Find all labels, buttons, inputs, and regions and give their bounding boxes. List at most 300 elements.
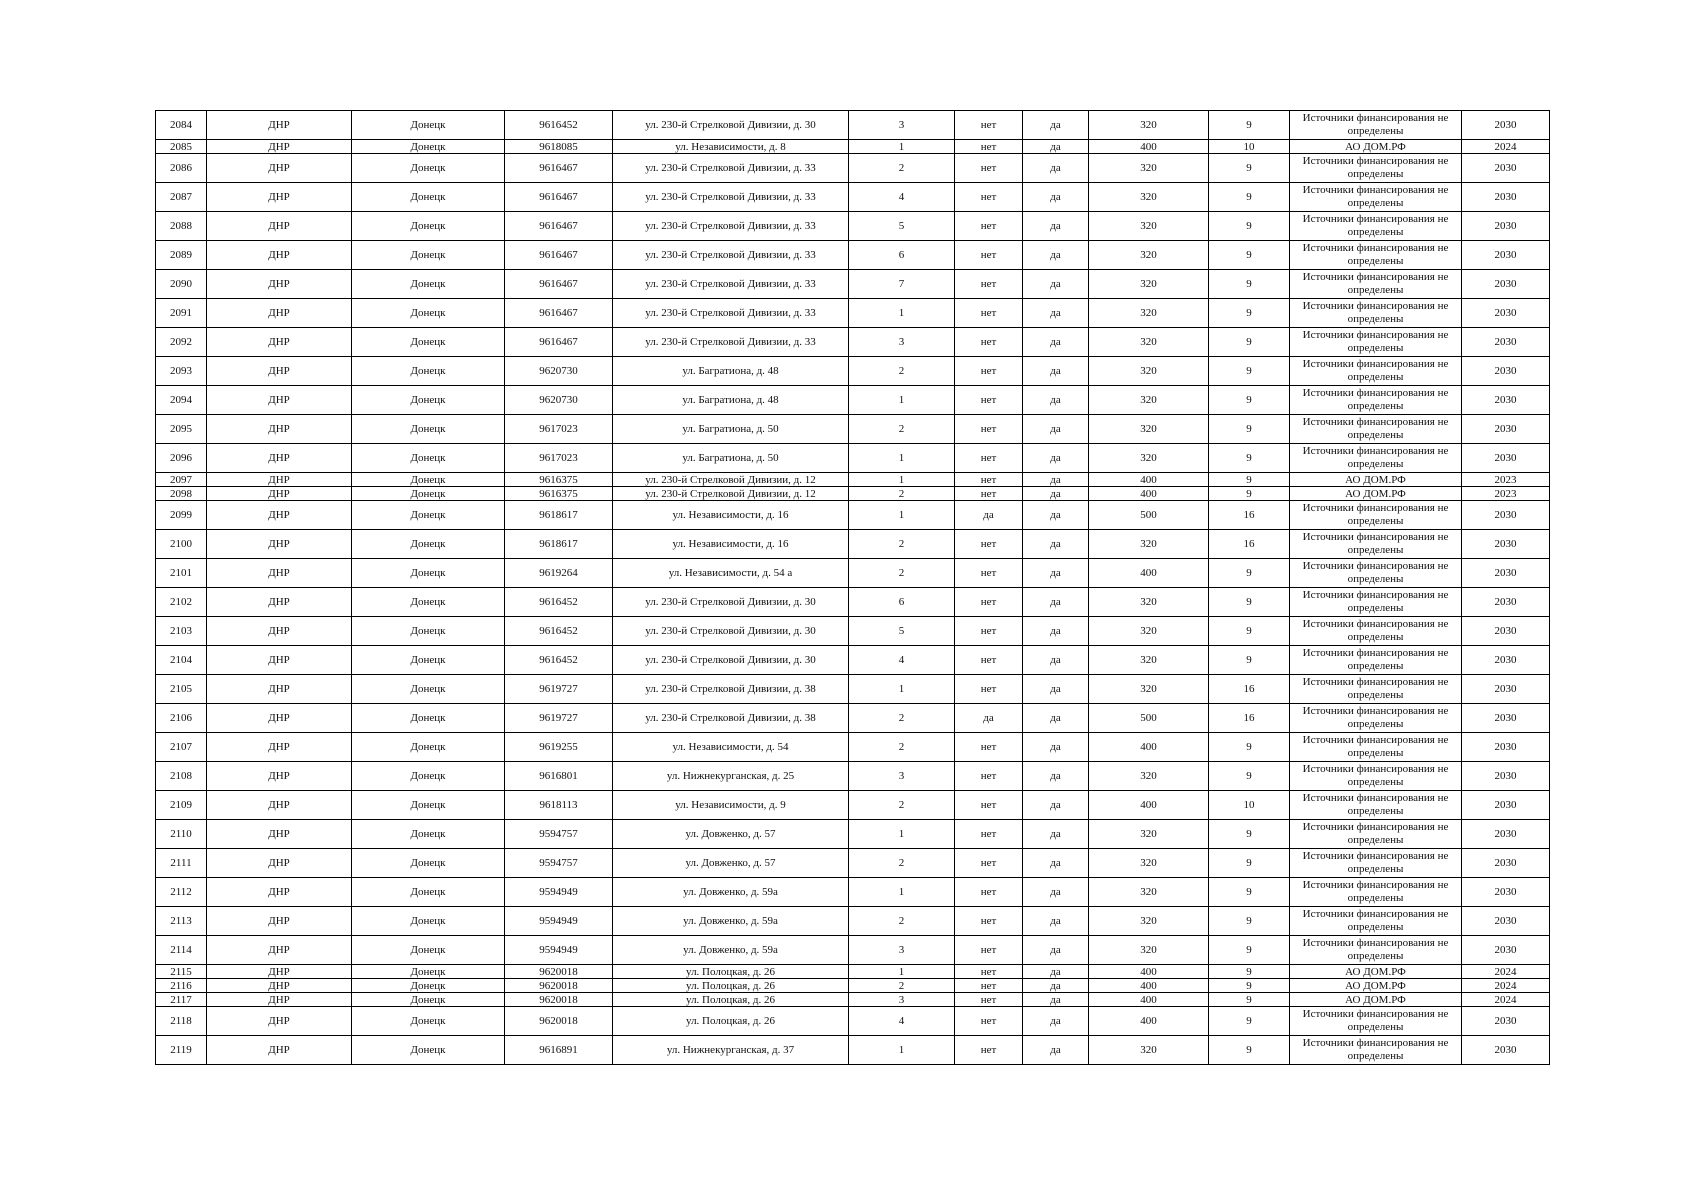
row-number-cell: 2084 <box>156 111 207 140</box>
year-cell: 2030 <box>1462 704 1550 733</box>
flag-cell-b: да <box>1023 878 1089 907</box>
table-row <box>156 762 1550 791</box>
funding-source-cell: Источники финансирования не определены <box>1290 111 1462 140</box>
entrance-cell: 2 <box>849 704 955 733</box>
city-cell: Донецк <box>352 675 505 704</box>
region-cell: ДНР <box>207 1007 352 1036</box>
city-cell: Донецк <box>352 154 505 183</box>
building-id-cell: 9620730 <box>505 357 613 386</box>
table-row <box>156 704 1550 733</box>
funding-source-cell: Источники финансирования не определены <box>1290 530 1462 559</box>
flag-cell-a: нет <box>955 386 1023 415</box>
year-cell: 2030 <box>1462 878 1550 907</box>
row-number-cell: 2105 <box>156 675 207 704</box>
entrance-cell: 1 <box>849 1036 955 1065</box>
funding-source-cell: Источники финансирования не определены <box>1290 328 1462 357</box>
entrance-cell: 2 <box>849 530 955 559</box>
row-number-cell: 2094 <box>156 386 207 415</box>
region-cell: ДНР <box>207 791 352 820</box>
flag-cell-b: да <box>1023 530 1089 559</box>
table-row <box>156 111 1550 140</box>
floors-cell: 9 <box>1209 154 1290 183</box>
city-cell: Донецк <box>352 993 505 1007</box>
funding-source-cell: Источники финансирования не определены <box>1290 357 1462 386</box>
year-cell: 2030 <box>1462 675 1550 704</box>
address-cell: ул. Довженко, д. 59а <box>613 936 849 965</box>
year-cell: 2030 <box>1462 646 1550 675</box>
year-cell: 2030 <box>1462 762 1550 791</box>
flag-cell-a: нет <box>955 415 1023 444</box>
flag-cell-b: да <box>1023 241 1089 270</box>
row-number-cell: 2089 <box>156 241 207 270</box>
building-id-cell: 9616467 <box>505 328 613 357</box>
year-cell: 2030 <box>1462 588 1550 617</box>
address-cell: ул. Багратиона, д. 50 <box>613 415 849 444</box>
region-cell: ДНР <box>207 907 352 936</box>
address-cell: ул. Полоцкая, д. 26 <box>613 993 849 1007</box>
funding-source-cell: Источники финансирования не определены <box>1290 704 1462 733</box>
entrance-cell: 2 <box>849 154 955 183</box>
region-cell: ДНР <box>207 140 352 154</box>
region-cell: ДНР <box>207 849 352 878</box>
flag-cell-a: нет <box>955 473 1023 487</box>
entrance-cell: 2 <box>849 979 955 993</box>
region-cell: ДНР <box>207 965 352 979</box>
table-row <box>156 965 1550 979</box>
table-row <box>156 501 1550 530</box>
table-row <box>156 357 1550 386</box>
funding-source-cell: Источники финансирования не определены <box>1290 559 1462 588</box>
table-row <box>156 849 1550 878</box>
city-cell: Донецк <box>352 212 505 241</box>
region-cell: ДНР <box>207 154 352 183</box>
row-number-cell: 2115 <box>156 965 207 979</box>
building-id-cell: 9594949 <box>505 907 613 936</box>
building-id-cell: 9616452 <box>505 111 613 140</box>
funding-source-cell: Источники финансирования не определены <box>1290 617 1462 646</box>
value-cell: 320 <box>1089 907 1209 936</box>
flag-cell-a: нет <box>955 154 1023 183</box>
value-cell: 320 <box>1089 936 1209 965</box>
city-cell: Донецк <box>352 386 505 415</box>
address-cell: ул. Полоцкая, д. 26 <box>613 979 849 993</box>
document-table <box>155 110 1550 1065</box>
address-cell: ул. Багратиона, д. 50 <box>613 444 849 473</box>
address-cell: ул. Нижнекурганская, д. 25 <box>613 762 849 791</box>
city-cell: Донецк <box>352 241 505 270</box>
row-number-cell: 2085 <box>156 140 207 154</box>
floors-cell: 9 <box>1209 212 1290 241</box>
value-cell: 320 <box>1089 357 1209 386</box>
funding-source-cell: Источники финансирования не определены <box>1290 849 1462 878</box>
building-id-cell: 9620018 <box>505 965 613 979</box>
flag-cell-b: да <box>1023 1007 1089 1036</box>
value-cell: 400 <box>1089 140 1209 154</box>
floors-cell: 9 <box>1209 386 1290 415</box>
value-cell: 320 <box>1089 386 1209 415</box>
flag-cell-a: нет <box>955 328 1023 357</box>
row-number-cell: 2114 <box>156 936 207 965</box>
year-cell: 2024 <box>1462 140 1550 154</box>
flag-cell-b: да <box>1023 675 1089 704</box>
year-cell: 2030 <box>1462 154 1550 183</box>
value-cell: 320 <box>1089 241 1209 270</box>
building-id-cell: 9617023 <box>505 444 613 473</box>
region-cell: ДНР <box>207 733 352 762</box>
table-row <box>156 588 1550 617</box>
year-cell: 2023 <box>1462 487 1550 501</box>
flag-cell-a: нет <box>955 530 1023 559</box>
floors-cell: 9 <box>1209 965 1290 979</box>
entrance-cell: 3 <box>849 936 955 965</box>
region-cell: ДНР <box>207 878 352 907</box>
building-id-cell: 9616452 <box>505 646 613 675</box>
value-cell: 320 <box>1089 444 1209 473</box>
building-id-cell: 9594757 <box>505 820 613 849</box>
funding-source-cell: АО ДОМ.РФ <box>1290 993 1462 1007</box>
row-number-cell: 2118 <box>156 1007 207 1036</box>
year-cell: 2030 <box>1462 1036 1550 1065</box>
flag-cell-a: нет <box>955 791 1023 820</box>
table-row <box>156 473 1550 487</box>
city-cell: Донецк <box>352 849 505 878</box>
row-number-cell: 2111 <box>156 849 207 878</box>
address-cell: ул. 230-й Стрелковой Дивизии, д. 30 <box>613 588 849 617</box>
flag-cell-b: да <box>1023 979 1089 993</box>
region-cell: ДНР <box>207 762 352 791</box>
city-cell: Донецк <box>352 878 505 907</box>
city-cell: Донецк <box>352 140 505 154</box>
building-id-cell: 9620018 <box>505 1007 613 1036</box>
flag-cell-a: нет <box>955 183 1023 212</box>
city-cell: Донецк <box>352 299 505 328</box>
floors-cell: 9 <box>1209 328 1290 357</box>
address-cell: ул. Довженко, д. 57 <box>613 849 849 878</box>
table-row <box>156 183 1550 212</box>
flag-cell-a: нет <box>955 357 1023 386</box>
region-cell: ДНР <box>207 820 352 849</box>
table-row <box>156 646 1550 675</box>
row-number-cell: 2112 <box>156 878 207 907</box>
floors-cell: 9 <box>1209 936 1290 965</box>
row-number-cell: 2103 <box>156 617 207 646</box>
address-cell: ул. 230-й Стрелковой Дивизии, д. 38 <box>613 704 849 733</box>
flag-cell-b: да <box>1023 270 1089 299</box>
address-cell: ул. 230-й Стрелковой Дивизии, д. 33 <box>613 241 849 270</box>
address-cell: ул. Независимости, д. 54 а <box>613 559 849 588</box>
entrance-cell: 1 <box>849 386 955 415</box>
floors-cell: 9 <box>1209 1036 1290 1065</box>
year-cell: 2030 <box>1462 849 1550 878</box>
city-cell: Донецк <box>352 415 505 444</box>
flag-cell-a: нет <box>955 849 1023 878</box>
flag-cell-a: нет <box>955 140 1023 154</box>
flag-cell-b: да <box>1023 849 1089 878</box>
year-cell: 2030 <box>1462 444 1550 473</box>
entrance-cell: 3 <box>849 328 955 357</box>
flag-cell-b: да <box>1023 617 1089 646</box>
city-cell: Донецк <box>352 328 505 357</box>
entrance-cell: 1 <box>849 965 955 979</box>
table-row <box>156 878 1550 907</box>
flag-cell-b: да <box>1023 444 1089 473</box>
flag-cell-a: нет <box>955 907 1023 936</box>
floors-cell: 9 <box>1209 473 1290 487</box>
row-number-cell: 2119 <box>156 1036 207 1065</box>
entrance-cell: 2 <box>849 487 955 501</box>
flag-cell-a: нет <box>955 241 1023 270</box>
flag-cell-b: да <box>1023 733 1089 762</box>
flag-cell-a: нет <box>955 1007 1023 1036</box>
row-number-cell: 2110 <box>156 820 207 849</box>
flag-cell-b: да <box>1023 415 1089 444</box>
entrance-cell: 5 <box>849 617 955 646</box>
row-number-cell: 2117 <box>156 993 207 1007</box>
value-cell: 320 <box>1089 617 1209 646</box>
entrance-cell: 2 <box>849 907 955 936</box>
entrance-cell: 1 <box>849 444 955 473</box>
address-cell: ул. Нижнекурганская, д. 37 <box>613 1036 849 1065</box>
value-cell: 320 <box>1089 328 1209 357</box>
building-id-cell: 9616467 <box>505 183 613 212</box>
entrance-cell: 2 <box>849 733 955 762</box>
region-cell: ДНР <box>207 1036 352 1065</box>
building-id-cell: 9617023 <box>505 415 613 444</box>
funding-source-cell: Источники финансирования не определены <box>1290 762 1462 791</box>
floors-cell: 16 <box>1209 704 1290 733</box>
address-cell: ул. Независимости, д. 16 <box>613 501 849 530</box>
region-cell: ДНР <box>207 415 352 444</box>
flag-cell-a: нет <box>955 487 1023 501</box>
flag-cell-a: нет <box>955 299 1023 328</box>
value-cell: 400 <box>1089 791 1209 820</box>
region-cell: ДНР <box>207 501 352 530</box>
row-number-cell: 2093 <box>156 357 207 386</box>
value-cell: 320 <box>1089 530 1209 559</box>
flag-cell-b: да <box>1023 791 1089 820</box>
table-row <box>156 487 1550 501</box>
address-cell: ул. Багратиона, д. 48 <box>613 357 849 386</box>
region-cell: ДНР <box>207 979 352 993</box>
floors-cell: 9 <box>1209 183 1290 212</box>
building-id-cell: 9619255 <box>505 733 613 762</box>
table-row <box>156 1036 1550 1065</box>
region-cell: ДНР <box>207 487 352 501</box>
address-cell: ул. 230-й Стрелковой Дивизии, д. 12 <box>613 487 849 501</box>
row-number-cell: 2092 <box>156 328 207 357</box>
table-row <box>156 270 1550 299</box>
value-cell: 500 <box>1089 501 1209 530</box>
flag-cell-a: нет <box>955 993 1023 1007</box>
value-cell: 400 <box>1089 559 1209 588</box>
flag-cell-a: нет <box>955 444 1023 473</box>
table-row <box>156 733 1550 762</box>
floors-cell: 9 <box>1209 588 1290 617</box>
flag-cell-a: нет <box>955 111 1023 140</box>
funding-source-cell: АО ДОМ.РФ <box>1290 965 1462 979</box>
funding-source-cell: Источники финансирования не определены <box>1290 183 1462 212</box>
building-id-cell: 9616467 <box>505 241 613 270</box>
flag-cell-b: да <box>1023 907 1089 936</box>
region-cell: ДНР <box>207 183 352 212</box>
funding-source-cell: АО ДОМ.РФ <box>1290 487 1462 501</box>
table-row <box>156 140 1550 154</box>
value-cell: 320 <box>1089 646 1209 675</box>
year-cell: 2030 <box>1462 111 1550 140</box>
entrance-cell: 6 <box>849 588 955 617</box>
entrance-cell: 1 <box>849 473 955 487</box>
row-number-cell: 2108 <box>156 762 207 791</box>
region-cell: ДНР <box>207 617 352 646</box>
city-cell: Донецк <box>352 733 505 762</box>
floors-cell: 16 <box>1209 675 1290 704</box>
value-cell: 320 <box>1089 849 1209 878</box>
city-cell: Донецк <box>352 357 505 386</box>
value-cell: 320 <box>1089 675 1209 704</box>
entrance-cell: 2 <box>849 357 955 386</box>
floors-cell: 9 <box>1209 979 1290 993</box>
year-cell: 2024 <box>1462 979 1550 993</box>
flag-cell-b: да <box>1023 154 1089 183</box>
flag-cell-b: да <box>1023 588 1089 617</box>
row-number-cell: 2104 <box>156 646 207 675</box>
year-cell: 2030 <box>1462 212 1550 241</box>
city-cell: Донецк <box>352 979 505 993</box>
value-cell: 320 <box>1089 588 1209 617</box>
flag-cell-b: да <box>1023 646 1089 675</box>
funding-source-cell: Источники финансирования не определены <box>1290 588 1462 617</box>
year-cell: 2030 <box>1462 270 1550 299</box>
table-row <box>156 820 1550 849</box>
city-cell: Донецк <box>352 270 505 299</box>
flag-cell-a: нет <box>955 820 1023 849</box>
address-cell: ул. 230-й Стрелковой Дивизии, д. 12 <box>613 473 849 487</box>
city-cell: Донецк <box>352 487 505 501</box>
building-id-cell: 9618617 <box>505 501 613 530</box>
region-cell: ДНР <box>207 704 352 733</box>
year-cell: 2030 <box>1462 299 1550 328</box>
region-cell: ДНР <box>207 993 352 1007</box>
flag-cell-b: да <box>1023 111 1089 140</box>
entrance-cell: 1 <box>849 675 955 704</box>
funding-source-cell: Источники финансирования не определены <box>1290 154 1462 183</box>
address-cell: ул. 230-й Стрелковой Дивизии, д. 33 <box>613 183 849 212</box>
flag-cell-b: да <box>1023 473 1089 487</box>
entrance-cell: 7 <box>849 270 955 299</box>
entrance-cell: 2 <box>849 791 955 820</box>
region-cell: ДНР <box>207 111 352 140</box>
flag-cell-b: да <box>1023 559 1089 588</box>
address-cell: ул. 230-й Стрелковой Дивизии, д. 33 <box>613 212 849 241</box>
flag-cell-b: да <box>1023 386 1089 415</box>
value-cell: 500 <box>1089 704 1209 733</box>
funding-source-cell: АО ДОМ.РФ <box>1290 473 1462 487</box>
flag-cell-b: да <box>1023 936 1089 965</box>
row-number-cell: 2096 <box>156 444 207 473</box>
funding-source-cell: АО ДОМ.РФ <box>1290 979 1462 993</box>
year-cell: 2030 <box>1462 791 1550 820</box>
row-number-cell: 2097 <box>156 473 207 487</box>
floors-cell: 16 <box>1209 501 1290 530</box>
value-cell: 320 <box>1089 1036 1209 1065</box>
value-cell: 320 <box>1089 878 1209 907</box>
entrance-cell: 1 <box>849 140 955 154</box>
flag-cell-a: да <box>955 704 1023 733</box>
region-cell: ДНР <box>207 675 352 704</box>
region-cell: ДНР <box>207 473 352 487</box>
entrance-cell: 4 <box>849 183 955 212</box>
building-id-cell: 9616467 <box>505 270 613 299</box>
row-number-cell: 2099 <box>156 501 207 530</box>
building-id-cell: 9620730 <box>505 386 613 415</box>
table-row <box>156 1007 1550 1036</box>
table-row <box>156 328 1550 357</box>
floors-cell: 9 <box>1209 646 1290 675</box>
entrance-cell: 4 <box>849 1007 955 1036</box>
address-cell: ул. Полоцкая, д. 26 <box>613 1007 849 1036</box>
flag-cell-b: да <box>1023 328 1089 357</box>
funding-source-cell: Источники финансирования не определены <box>1290 501 1462 530</box>
building-id-cell: 9619727 <box>505 704 613 733</box>
floors-cell: 9 <box>1209 241 1290 270</box>
year-cell: 2030 <box>1462 328 1550 357</box>
region-cell: ДНР <box>207 241 352 270</box>
address-cell: ул. 230-й Стрелковой Дивизии, д. 30 <box>613 617 849 646</box>
address-cell: ул. Независимости, д. 54 <box>613 733 849 762</box>
funding-source-cell: Источники финансирования не определены <box>1290 791 1462 820</box>
year-cell: 2030 <box>1462 1007 1550 1036</box>
flag-cell-a: нет <box>955 212 1023 241</box>
table-row <box>156 386 1550 415</box>
building-id-cell: 9616375 <box>505 487 613 501</box>
flag-cell-b: да <box>1023 965 1089 979</box>
building-id-cell: 9616891 <box>505 1036 613 1065</box>
value-cell: 320 <box>1089 415 1209 444</box>
address-cell: ул. Независимости, д. 9 <box>613 791 849 820</box>
city-cell: Донецк <box>352 617 505 646</box>
city-cell: Донецк <box>352 559 505 588</box>
floors-cell: 10 <box>1209 140 1290 154</box>
funding-source-cell: Источники финансирования не определены <box>1290 1007 1462 1036</box>
table-row <box>156 415 1550 444</box>
building-id-cell: 9618113 <box>505 791 613 820</box>
row-number-cell: 2090 <box>156 270 207 299</box>
city-cell: Донецк <box>352 1036 505 1065</box>
city-cell: Донецк <box>352 588 505 617</box>
address-cell: ул. 230-й Стрелковой Дивизии, д. 30 <box>613 111 849 140</box>
floors-cell: 9 <box>1209 993 1290 1007</box>
flag-cell-a: нет <box>955 559 1023 588</box>
region-cell: ДНР <box>207 530 352 559</box>
flag-cell-b: да <box>1023 501 1089 530</box>
city-cell: Донецк <box>352 907 505 936</box>
table-row <box>156 212 1550 241</box>
region-cell: ДНР <box>207 328 352 357</box>
funding-source-cell: Источники финансирования не определены <box>1290 936 1462 965</box>
year-cell: 2030 <box>1462 530 1550 559</box>
funding-source-cell: Источники финансирования не определены <box>1290 415 1462 444</box>
flag-cell-b: да <box>1023 487 1089 501</box>
city-cell: Донецк <box>352 820 505 849</box>
flag-cell-a: нет <box>955 617 1023 646</box>
address-cell: ул. 230-й Стрелковой Дивизии, д. 33 <box>613 299 849 328</box>
flag-cell-a: нет <box>955 675 1023 704</box>
city-cell: Донецк <box>352 1007 505 1036</box>
floors-cell: 9 <box>1209 849 1290 878</box>
table-row <box>156 241 1550 270</box>
floors-cell: 9 <box>1209 820 1290 849</box>
building-id-cell: 9620018 <box>505 993 613 1007</box>
